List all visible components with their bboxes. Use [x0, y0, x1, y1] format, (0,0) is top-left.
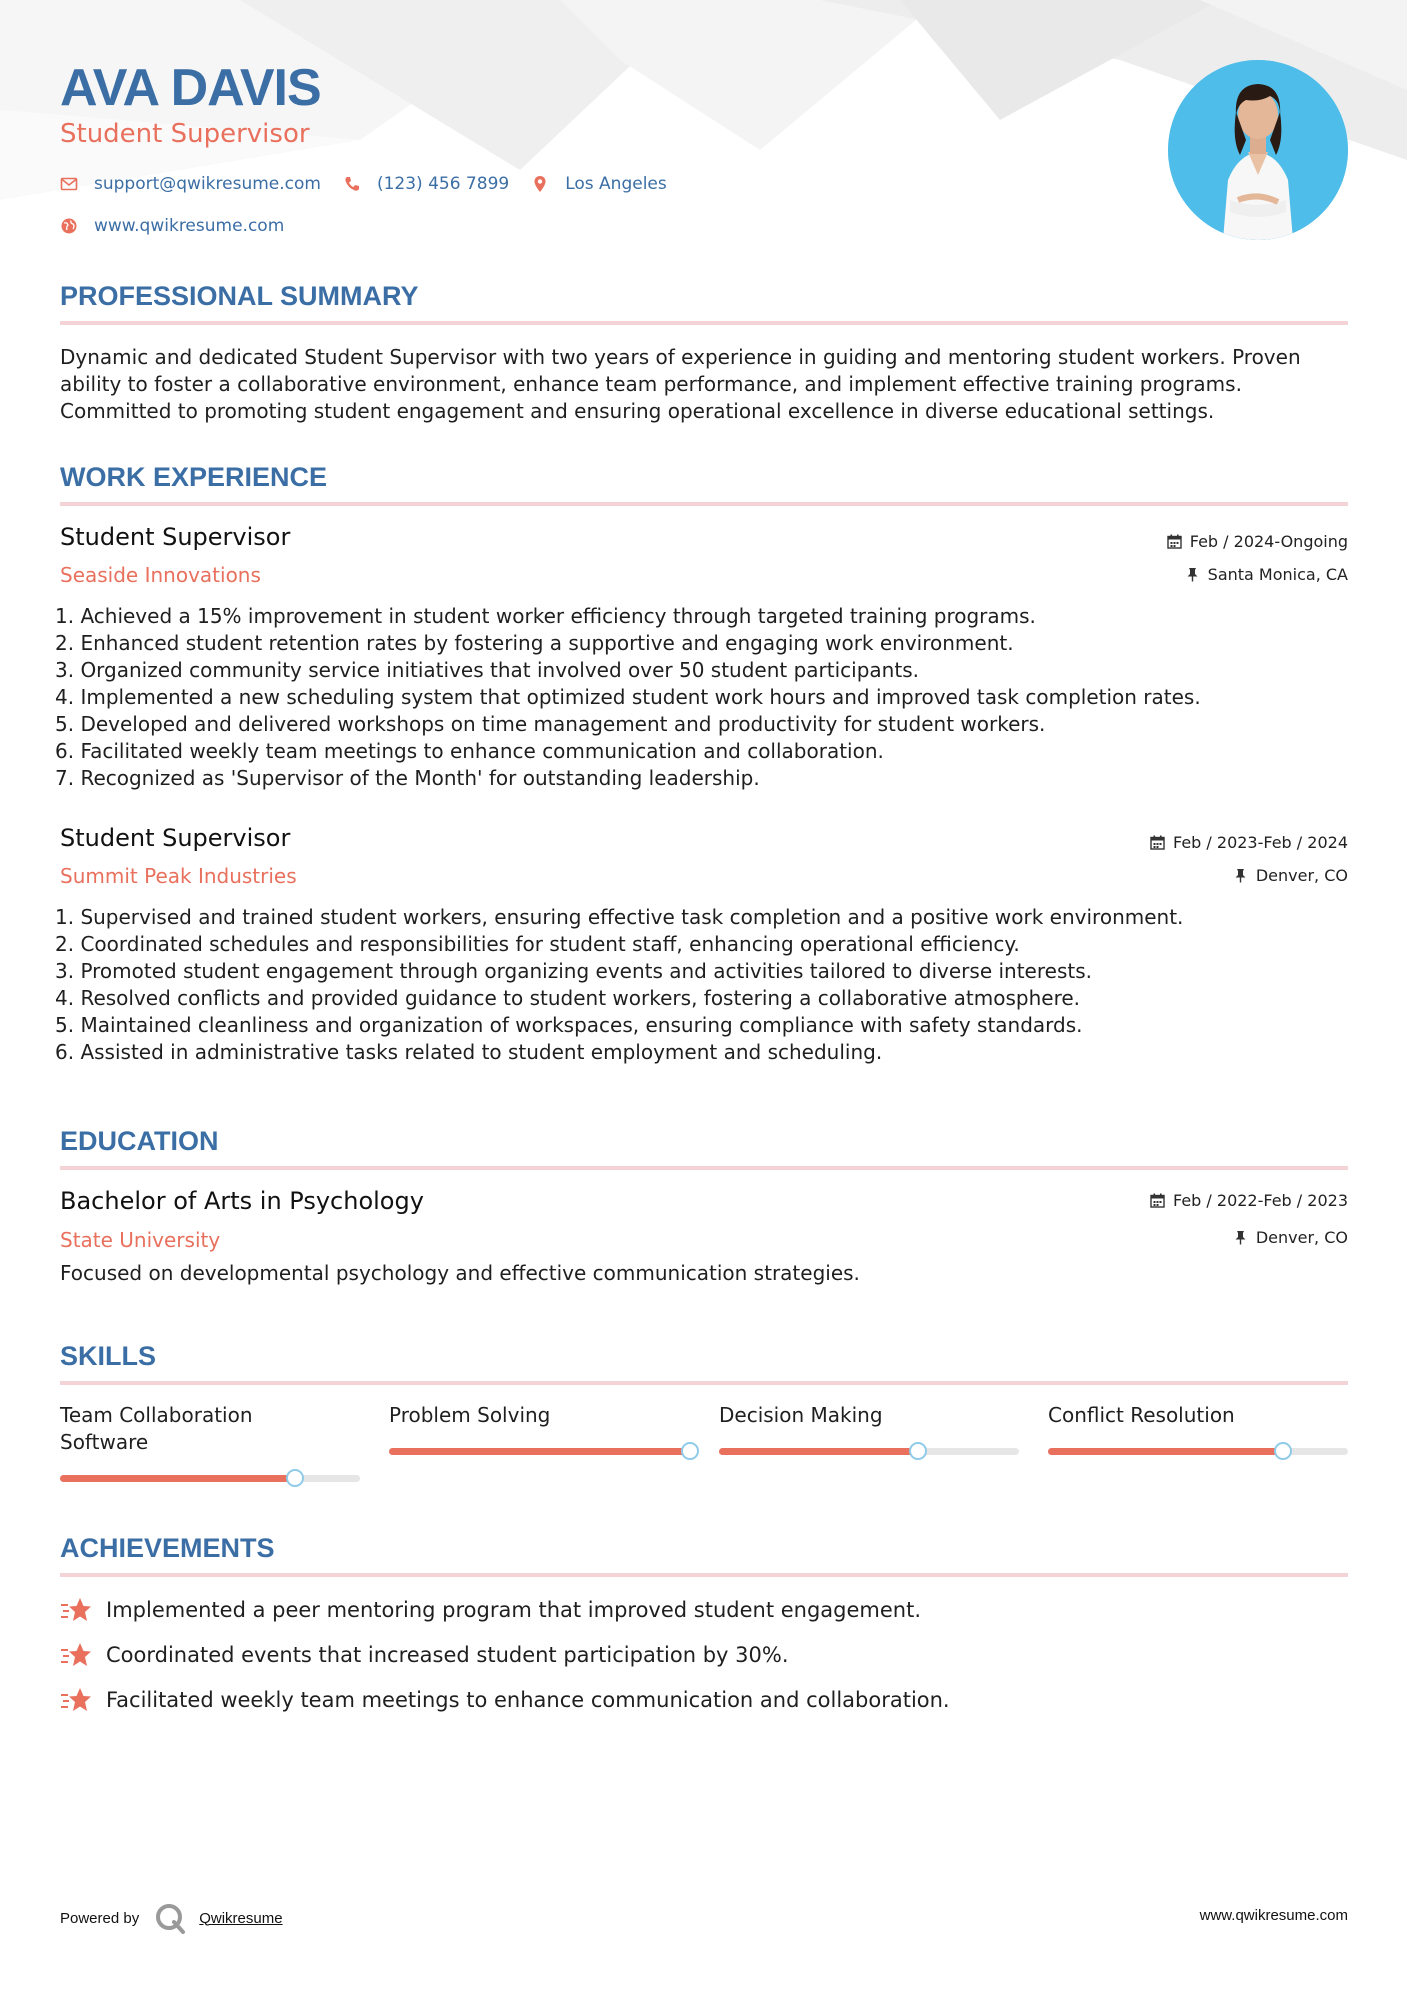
- achievement-item: [60, 1596, 921, 1624]
- email-icon: [60, 175, 78, 193]
- profile-photo: [1168, 60, 1348, 240]
- list-item: 7. Recognized as 'Supervisor of the Month' for outstanding leadership.: [55, 766, 760, 790]
- list-item: 1. Supervised and trained student workers, ensuring effective task completion and a positive work environment.: [55, 905, 1184, 929]
- skill-bar: [60, 1475, 360, 1482]
- location-item: [531, 174, 667, 194]
- qwikresume-link[interactable]: Qwikresume: [199, 1909, 283, 1927]
- pushpin-icon: [1233, 1230, 1248, 1245]
- website-item[interactable]: [60, 216, 284, 236]
- candidate-name: AVA DAVIS: [60, 59, 321, 117]
- contact-row: [60, 174, 689, 194]
- list-item: 5. Maintained cleanliness and organization of workspaces, ensuring compliance with safety standards.: [55, 1013, 1083, 1037]
- email-text: support@qwikresume.com: [94, 174, 321, 194]
- education-description: Focused on developmental psychology and effective communication strategies.: [60, 1261, 860, 1285]
- job-dates: [1150, 833, 1348, 852]
- pushpin-icon: [1185, 567, 1200, 582]
- qwikresume-logo-icon: [153, 1901, 187, 1935]
- list-item: 3. Promoted student engagement through organizing events and activities tailored to diverse interests.: [55, 959, 1092, 983]
- education-degree: Bachelor of Arts in Psychology: [60, 1187, 424, 1215]
- skills-heading: SKILLS: [60, 1341, 157, 1371]
- summary-text: Dynamic and dedicated Student Supervisor with two years of experience in guiding and mentoring student workers. Proven ability to foster a collaborative environment, enhance team performance, and implement effective training programs. Committed to promoting student engagement and ensuring operational excellence in diverse educational settings.: [60, 345, 1301, 423]
- list-item: 5. Developed and delivered workshops on time management and productivity for student workers.: [55, 712, 1046, 736]
- summary-heading: PROFESSIONAL SUMMARY: [60, 281, 419, 311]
- job-location: [1185, 565, 1348, 584]
- skill-item: [719, 1402, 1019, 1429]
- skill-bar-fill: [60, 1475, 294, 1482]
- job-bullets: [55, 904, 1355, 1066]
- phone-icon: [343, 175, 361, 193]
- calendar-icon: [1167, 534, 1182, 549]
- skill-bar-knob: [909, 1442, 927, 1460]
- star-icon: [60, 1641, 92, 1669]
- summary-divider: [60, 321, 1348, 325]
- achievement-text: Coordinated events that increased student participation by 30%.: [106, 1643, 789, 1667]
- skill-bar-fill: [389, 1448, 689, 1455]
- skill-bar: [389, 1448, 689, 1455]
- skill-name: Team Collaboration Software: [60, 1403, 253, 1454]
- achievements-heading: ACHIEVEMENTS: [60, 1533, 275, 1563]
- powered-by-label: Powered by: [60, 1909, 140, 1927]
- skill-bar-knob: [681, 1442, 699, 1460]
- skill-name: Decision Making: [719, 1403, 883, 1427]
- phone-text: (123) 456 7899: [376, 174, 510, 194]
- website-text: www.qwikresume.com: [94, 216, 285, 236]
- skill-item: [389, 1402, 689, 1429]
- job-company: Summit Peak Industries: [60, 864, 297, 888]
- footer-powered-by: [60, 1901, 283, 1935]
- skill-bar-knob: [286, 1469, 304, 1487]
- job-location-text: Denver, CO: [1255, 866, 1348, 885]
- candidate-title: Student Supervisor: [60, 119, 310, 149]
- education-location-text: Denver, CO: [1255, 1228, 1348, 1247]
- education-school: State University: [60, 1228, 221, 1252]
- achievement-item: [60, 1686, 950, 1714]
- job-bullets: [55, 603, 1355, 792]
- education-location: [1233, 1228, 1348, 1247]
- pushpin-icon: [1233, 868, 1248, 883]
- achievement-item: [60, 1641, 789, 1669]
- list-item: 6. Facilitated weekly team meetings to enhance communication and collaboration.: [55, 739, 884, 763]
- profile-photo-illustration: [1168, 60, 1348, 240]
- calendar-icon: [1150, 835, 1165, 850]
- experience-divider: [60, 502, 1348, 506]
- skill-item: [60, 1402, 360, 1456]
- job-dates-text: Feb / 2024-Ongoing: [1189, 532, 1348, 551]
- calendar-icon: [1150, 1193, 1165, 1208]
- achievement-text: Implemented a peer mentoring program that improved student engagement.: [106, 1598, 922, 1622]
- job-title: Student Supervisor: [60, 523, 291, 551]
- star-icon: [60, 1596, 92, 1624]
- skill-item: [1048, 1402, 1348, 1429]
- skill-bar-knob: [1274, 1442, 1292, 1460]
- skill-name: Problem Solving: [389, 1403, 551, 1427]
- job-dates-text: Feb / 2023-Feb / 2024: [1173, 833, 1348, 852]
- list-item: 4. Implemented a new scheduling system that optimized student work hours and improved task completion rates.: [55, 685, 1201, 709]
- skill-bar-fill: [719, 1448, 917, 1455]
- achievement-text: Facilitated weekly team meetings to enhance communication and collaboration.: [106, 1688, 950, 1712]
- footer-website[interactable]: www.qwikresume.com: [1199, 1907, 1348, 1924]
- skill-bar: [719, 1448, 1019, 1455]
- education-dates: [1150, 1191, 1348, 1210]
- list-item: 4. Resolved conflicts and provided guidance to student workers, fostering a collaborative atmosphere.: [55, 986, 1081, 1010]
- education-divider: [60, 1166, 1348, 1170]
- education-heading: EDUCATION: [60, 1126, 219, 1156]
- education-dates-text: Feb / 2022-Feb / 2023: [1173, 1191, 1348, 1210]
- job-title: Student Supervisor: [60, 824, 291, 852]
- location-text: Los Angeles: [565, 174, 667, 194]
- list-item: 1. Achieved a 15% improvement in student worker efficiency through targeted training programs.: [55, 604, 1036, 628]
- experience-heading: WORK EXPERIENCE: [60, 462, 328, 492]
- skill-bar: [1048, 1448, 1348, 1455]
- phone-item[interactable]: [343, 174, 509, 194]
- skills-divider: [60, 1381, 1348, 1385]
- email-item[interactable]: [60, 174, 321, 194]
- globe-icon: [60, 217, 78, 235]
- list-item: 2. Enhanced student retention rates by fostering a supportive and engaging work environment.: [55, 631, 1014, 655]
- job-location-text: Santa Monica, CA: [1207, 565, 1348, 584]
- skill-bar-fill: [1048, 1448, 1282, 1455]
- list-item: 6. Assisted in administrative tasks related to student employment and scheduling.: [55, 1040, 883, 1064]
- list-item: 3. Organized community service initiatives that involved over 50 student participants.: [55, 658, 919, 682]
- achievements-divider: [60, 1573, 1348, 1577]
- location-pin-icon: [531, 175, 549, 193]
- skill-name: Conflict Resolution: [1048, 1403, 1235, 1427]
- job-dates: [1167, 532, 1348, 551]
- list-item: 2. Coordinated schedules and responsibilities for student staff, enhancing operational efficiency.: [55, 932, 1020, 956]
- job-company: Seaside Innovations: [60, 563, 261, 587]
- star-icon: [60, 1686, 92, 1714]
- job-location: [1233, 866, 1348, 885]
